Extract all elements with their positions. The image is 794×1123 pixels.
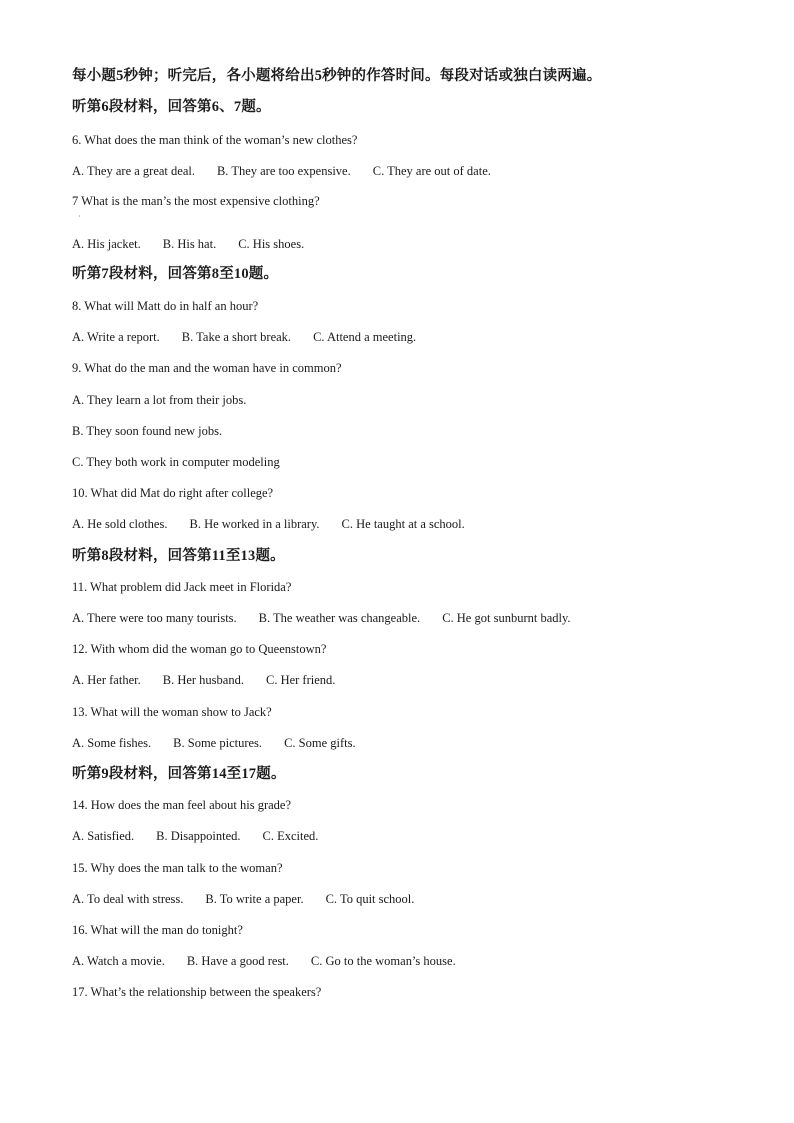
answer-option: A. He sold clothes. bbox=[72, 517, 168, 531]
options-row bbox=[72, 516, 487, 532]
answer-option: C. To quit school. bbox=[325, 892, 415, 906]
answer-option: B. Have a good rest. bbox=[186, 954, 289, 968]
section-heading: 听第8段材料，回答第11至13题。 bbox=[72, 548, 285, 564]
answer-option: A. Write a report. bbox=[72, 330, 160, 344]
answer-option: C. Excited. bbox=[262, 829, 319, 843]
answer-option: C. His shoes. bbox=[238, 237, 305, 251]
options-row bbox=[72, 735, 378, 751]
answer-option: C. He taught at a school. bbox=[341, 517, 465, 531]
answer-option: B. Disappointed. bbox=[156, 829, 241, 843]
stray-mark: · bbox=[78, 212, 81, 221]
section-heading: 每小题5秒钟；听完后，各小题将给出5秒钟的作答时间。每段对话或独白读两遍。 bbox=[72, 68, 602, 84]
question-line: 7 What is the man’s the most expensive clothing? bbox=[72, 194, 320, 208]
options-row bbox=[72, 163, 513, 179]
answer-option: A. Watch a movie. bbox=[72, 954, 165, 968]
answer-option: A. There were too many tourists. bbox=[72, 611, 237, 625]
question-line: A. They learn a lot from their jobs. bbox=[72, 393, 247, 407]
question-line: 9. What do the man and the woman have in common? bbox=[72, 361, 342, 375]
options-row bbox=[72, 672, 357, 688]
question-line: 14. How does the man feel about his grade? bbox=[72, 798, 292, 812]
answer-option: C. Some gifts. bbox=[284, 736, 356, 750]
options-row bbox=[72, 236, 326, 252]
question-line: 13. What will the woman show to Jack? bbox=[72, 705, 272, 719]
answer-option: A. Satisfied. bbox=[72, 829, 135, 843]
options-row bbox=[72, 953, 478, 969]
answer-option: A. They are a great deal. bbox=[72, 164, 195, 178]
answer-option: C. Attend a meeting. bbox=[313, 330, 417, 344]
question-line: 12. With whom did the woman go to Queenstown? bbox=[72, 642, 327, 656]
answer-option: B. The weather was changeable. bbox=[258, 611, 421, 625]
answer-option: C. Her friend. bbox=[265, 673, 336, 687]
answer-option: B. His hat. bbox=[162, 237, 217, 251]
question-line: B. They soon found new jobs. bbox=[72, 424, 223, 438]
answer-option: C. They are out of date. bbox=[372, 164, 491, 178]
question-line: 15. Why does the man talk to the woman? bbox=[72, 861, 283, 875]
question-line: 17. What’s the relationship between the speakers? bbox=[72, 985, 322, 999]
section-heading: 听第6段材料，回答第6、7题。 bbox=[72, 99, 271, 115]
section-heading: 听第7段材料，回答第8至10题。 bbox=[72, 266, 279, 282]
answer-option: B. They are too expensive. bbox=[216, 164, 351, 178]
answer-option: B. He worked in a library. bbox=[189, 517, 320, 531]
question-line: 10. What did Mat do right after college? bbox=[72, 486, 274, 500]
question-line: 16. What will the man do tonight? bbox=[72, 923, 243, 937]
options-row bbox=[72, 610, 593, 626]
answer-option: C. He got sunburnt badly. bbox=[442, 611, 571, 625]
answer-option: A. Some fishes. bbox=[72, 736, 152, 750]
options-row bbox=[72, 828, 340, 844]
answer-option: B. Some pictures. bbox=[173, 736, 263, 750]
answer-option: C. Go to the woman’s house. bbox=[310, 954, 456, 968]
answer-option: A. His jacket. bbox=[72, 237, 141, 251]
question-line: C. They both work in computer modeling bbox=[72, 455, 280, 469]
options-row bbox=[72, 329, 438, 345]
answer-option: B. To write a paper. bbox=[205, 892, 304, 906]
answer-option: B. Take a short break. bbox=[181, 330, 292, 344]
question-line: 6. What does the man think of the woman’s new clothes? bbox=[72, 133, 358, 147]
question-line: 11. What problem did Jack meet in Florida? bbox=[72, 580, 292, 594]
question-line: 8. What will Matt do in half an hour? bbox=[72, 299, 259, 313]
answer-option: A. Her father. bbox=[72, 673, 141, 687]
answer-option: A. To deal with stress. bbox=[72, 892, 184, 906]
section-heading: 听第9段材料，回答第14至17题。 bbox=[72, 766, 286, 782]
options-row bbox=[72, 891, 436, 907]
answer-option: B. Her husband. bbox=[162, 673, 244, 687]
